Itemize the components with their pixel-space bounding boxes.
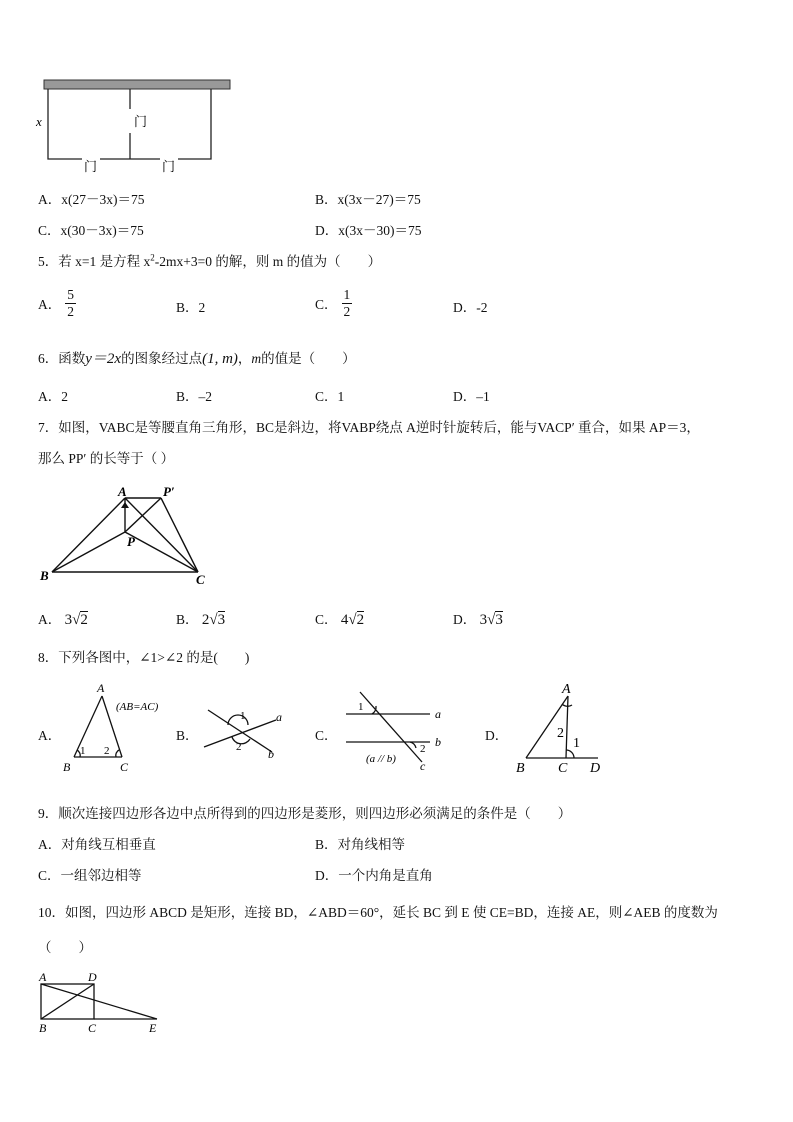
q7-option-c: C． 4√2 <box>315 612 365 628</box>
label-A: A <box>118 484 127 499</box>
label-C: C <box>558 761 568 776</box>
label-c: c <box>420 759 426 773</box>
fence-left <box>48 89 82 159</box>
q7-option-b: B． 2√3 <box>176 612 226 628</box>
wall-bar <box>44 80 230 89</box>
seg-PB <box>52 532 125 572</box>
q7-stem-line1: 7．如图，VABC是等腰直角三角形，BC是斜边，将VABP绕点 A逆时针旋转后，能与VACP′ 重合，如果 AP＝3， <box>38 420 700 435</box>
q5-option-c: C． $\frac{1}{2}$ <box>315 287 351 319</box>
seg-BD <box>41 984 94 1019</box>
q8-stem: 8．下列各图中，∠1>∠2 的是( ) <box>38 650 250 665</box>
label-1: 1 <box>80 745 86 757</box>
label-b: b <box>435 735 441 749</box>
label-B: B <box>39 1021 47 1035</box>
label-B: B <box>63 760 71 774</box>
seg-PpC <box>161 498 198 572</box>
q9-stem: 9．顺次连接四边形各边中点所得到的四边形是菱形，则四边形必须满足的条件是（ ） <box>38 806 572 821</box>
q10-stem-line1: 10．如图，四边形 ABCD 是矩形，连接 BD，∠ABD＝60°，延长 BC 到 E 使 CE=BD，连接 AE，则∠AEB 的度数为 <box>38 905 718 920</box>
label-Pprime: P′ <box>163 484 175 499</box>
q8-option-c-letter: C． <box>315 728 338 743</box>
q10-stem-line2: （ ） <box>38 940 92 955</box>
label-P: P <box>127 534 135 549</box>
fence-right <box>178 89 211 159</box>
label-x: x <box>36 114 42 129</box>
q9-option-a: A．对角线互相垂直 <box>38 837 156 852</box>
q5-option-a: A． $\frac{5}{2}$ <box>38 287 74 319</box>
q5-option-d: D．-2 <box>453 300 488 315</box>
q8-option-b-letter: B． <box>176 728 199 743</box>
label-1: 1 <box>573 736 580 751</box>
q9-option-d: D．一个内角是直角 <box>315 868 433 883</box>
q4-option-b: B．x(3x－27)＝75 <box>315 192 421 207</box>
q7-stem-line2: 那么 PP′ 的长等于（ ） <box>38 451 175 466</box>
label-A: A <box>97 681 105 695</box>
q5-option-b: B．2 <box>176 300 206 315</box>
label-B: B <box>516 761 525 776</box>
seg-AB <box>52 498 125 572</box>
q9-option-c: C．一组邻边相等 <box>38 868 142 883</box>
q8-figure-c <box>334 686 464 776</box>
label-a: a <box>276 710 282 724</box>
door-label-divider: 门 <box>134 114 148 129</box>
label-b: b <box>268 747 274 761</box>
seg-AE <box>41 984 157 1019</box>
seg-AC <box>125 498 198 572</box>
label-D: D <box>88 970 97 984</box>
q8-option-d-letter: D． <box>485 728 509 743</box>
q4-option-a: A．x(27－3x)＝75 <box>38 192 145 207</box>
label-2: 2 <box>557 726 564 741</box>
note-a-parallel-b: (a // b) <box>366 753 396 765</box>
label-1: 1 <box>240 710 246 722</box>
q6-option-c: C．1 <box>315 389 345 404</box>
label-D: D <box>590 761 601 776</box>
arrow-mark <box>121 502 129 508</box>
q9-option-b: B．对角线相等 <box>315 837 406 852</box>
label-A: A <box>39 970 47 984</box>
label-2: 2 <box>420 743 426 755</box>
label-2: 2 <box>104 745 110 757</box>
label-C: C <box>196 572 205 587</box>
q6-option-d: D．–1 <box>453 389 490 404</box>
q7-triangle-figure <box>36 484 216 589</box>
q8-figure-d <box>510 678 610 778</box>
q7-option-d: D． 3√3 <box>453 612 503 628</box>
q4-option-d: D．x(3x－30)＝75 <box>315 223 422 238</box>
q8-figure-b <box>196 695 296 770</box>
q6-option-b: B．–2 <box>176 389 213 404</box>
q10-rectangle-figure <box>32 968 172 1038</box>
q8-figure-a <box>58 680 168 775</box>
q4-option-c: C．x(30－3x)＝75 <box>38 223 144 238</box>
label-2: 2 <box>236 741 242 753</box>
label-a: a <box>435 707 441 721</box>
q7-option-a: A． 3√2 <box>38 612 88 628</box>
door-label-left: 门 <box>84 159 98 174</box>
note-ab-ac: (AB=AC) <box>116 701 159 713</box>
q6-option-a: A．2 <box>38 389 68 404</box>
label-1: 1 <box>358 701 364 713</box>
label-C: C <box>120 760 129 774</box>
label-B: B <box>40 568 49 583</box>
q4-fence-figure <box>30 75 245 175</box>
q6-stem: 6．函数y＝2x的图象经过点(1, m)，m的值是（ ） <box>38 351 356 367</box>
label-A: A <box>562 682 571 697</box>
label-C: C <box>88 1021 97 1035</box>
label-E: E <box>149 1021 157 1035</box>
seg-PC <box>125 532 198 572</box>
door-label-right: 门 <box>162 159 176 174</box>
q5-stem: 5．若 x=1 是方程 $x^2-2mx+3=0$ 的解，则 m 的值为（ ） <box>38 252 382 269</box>
q8-option-a-letter: A． <box>38 728 62 743</box>
